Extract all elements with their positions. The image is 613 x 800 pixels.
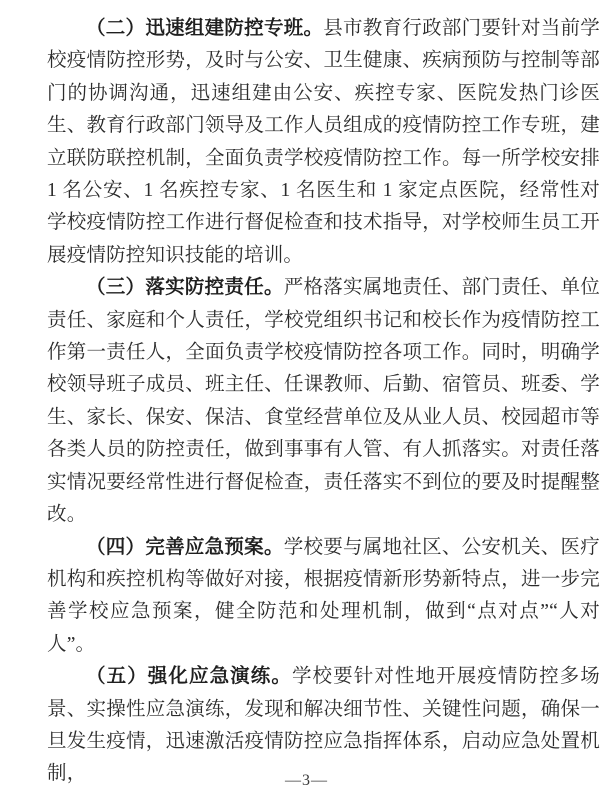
paragraph-section-3 [47,272,600,531]
section-heading: （四）完善应急预案。 [86,536,284,558]
section-body-text: 学校要与属地社区、公安机关、医疗机构和疾控机构等做好对接，根据疫情新形势新特点，进一步完善学校应急预案，健全防范和处理机制，做到“点对点”“人对人”。 [47,536,600,655]
section-body-text: 学校要针对性地开展疫情防控多场景、实操性应急演练，发现和解决细节性、关键性问题，确保一旦发生疫情，迅速激活疫情防控应急指挥体系，启动应急处置机制， [47,666,600,785]
section-heading: （五）强化应急演练。 [86,666,292,688]
document-body [47,13,600,791]
paragraph-section-2 [47,13,600,272]
paragraph-section-4 [47,532,600,662]
page-number: —3— [285,772,328,789]
section-heading: （二）迅速组建防控专班。 [86,18,324,39]
section-body-text: 县市教育行政部门要针对当前学校疫情防控形势，及时与公安、卫生健康、疾病预防与控制等部门的协调沟通，迅速组建由公安、疾控专家、医院发热门诊医生、教育行政部门领导及工作人员组成的疫情防控工作专班，建立联防联控机制，全面负责学校疫情防控工作。每一所学校安排 1 名公安、1 名疾控专家、1 名医生和 1 家定点医院，经常性对学校疫情防控工作进行督促检查和技术指导，对学校师生员工开展疫情防控知识技能的培训。 [47,18,600,266]
section-body-text: 严格落实属地责任、部门责任、单位责任、家庭和个人责任，学校党组织书记和校长作为疫情防控工作第一责任人，全面负责学校疫情防控各项工作。同时，明确学校领导班子成员、班主任、任课教师、后勤、宿管员、班委、学生、家长、保安、保洁、食堂经营单位及从业人员、校园超市等各类人员的防控责任，做到事事有人管、有人抓落实。对责任落实情况要经常性进行督促检查，责任落实不到位的要及时提醒整改。 [47,277,600,526]
section-heading: （三）落实防控责任。 [86,277,284,299]
